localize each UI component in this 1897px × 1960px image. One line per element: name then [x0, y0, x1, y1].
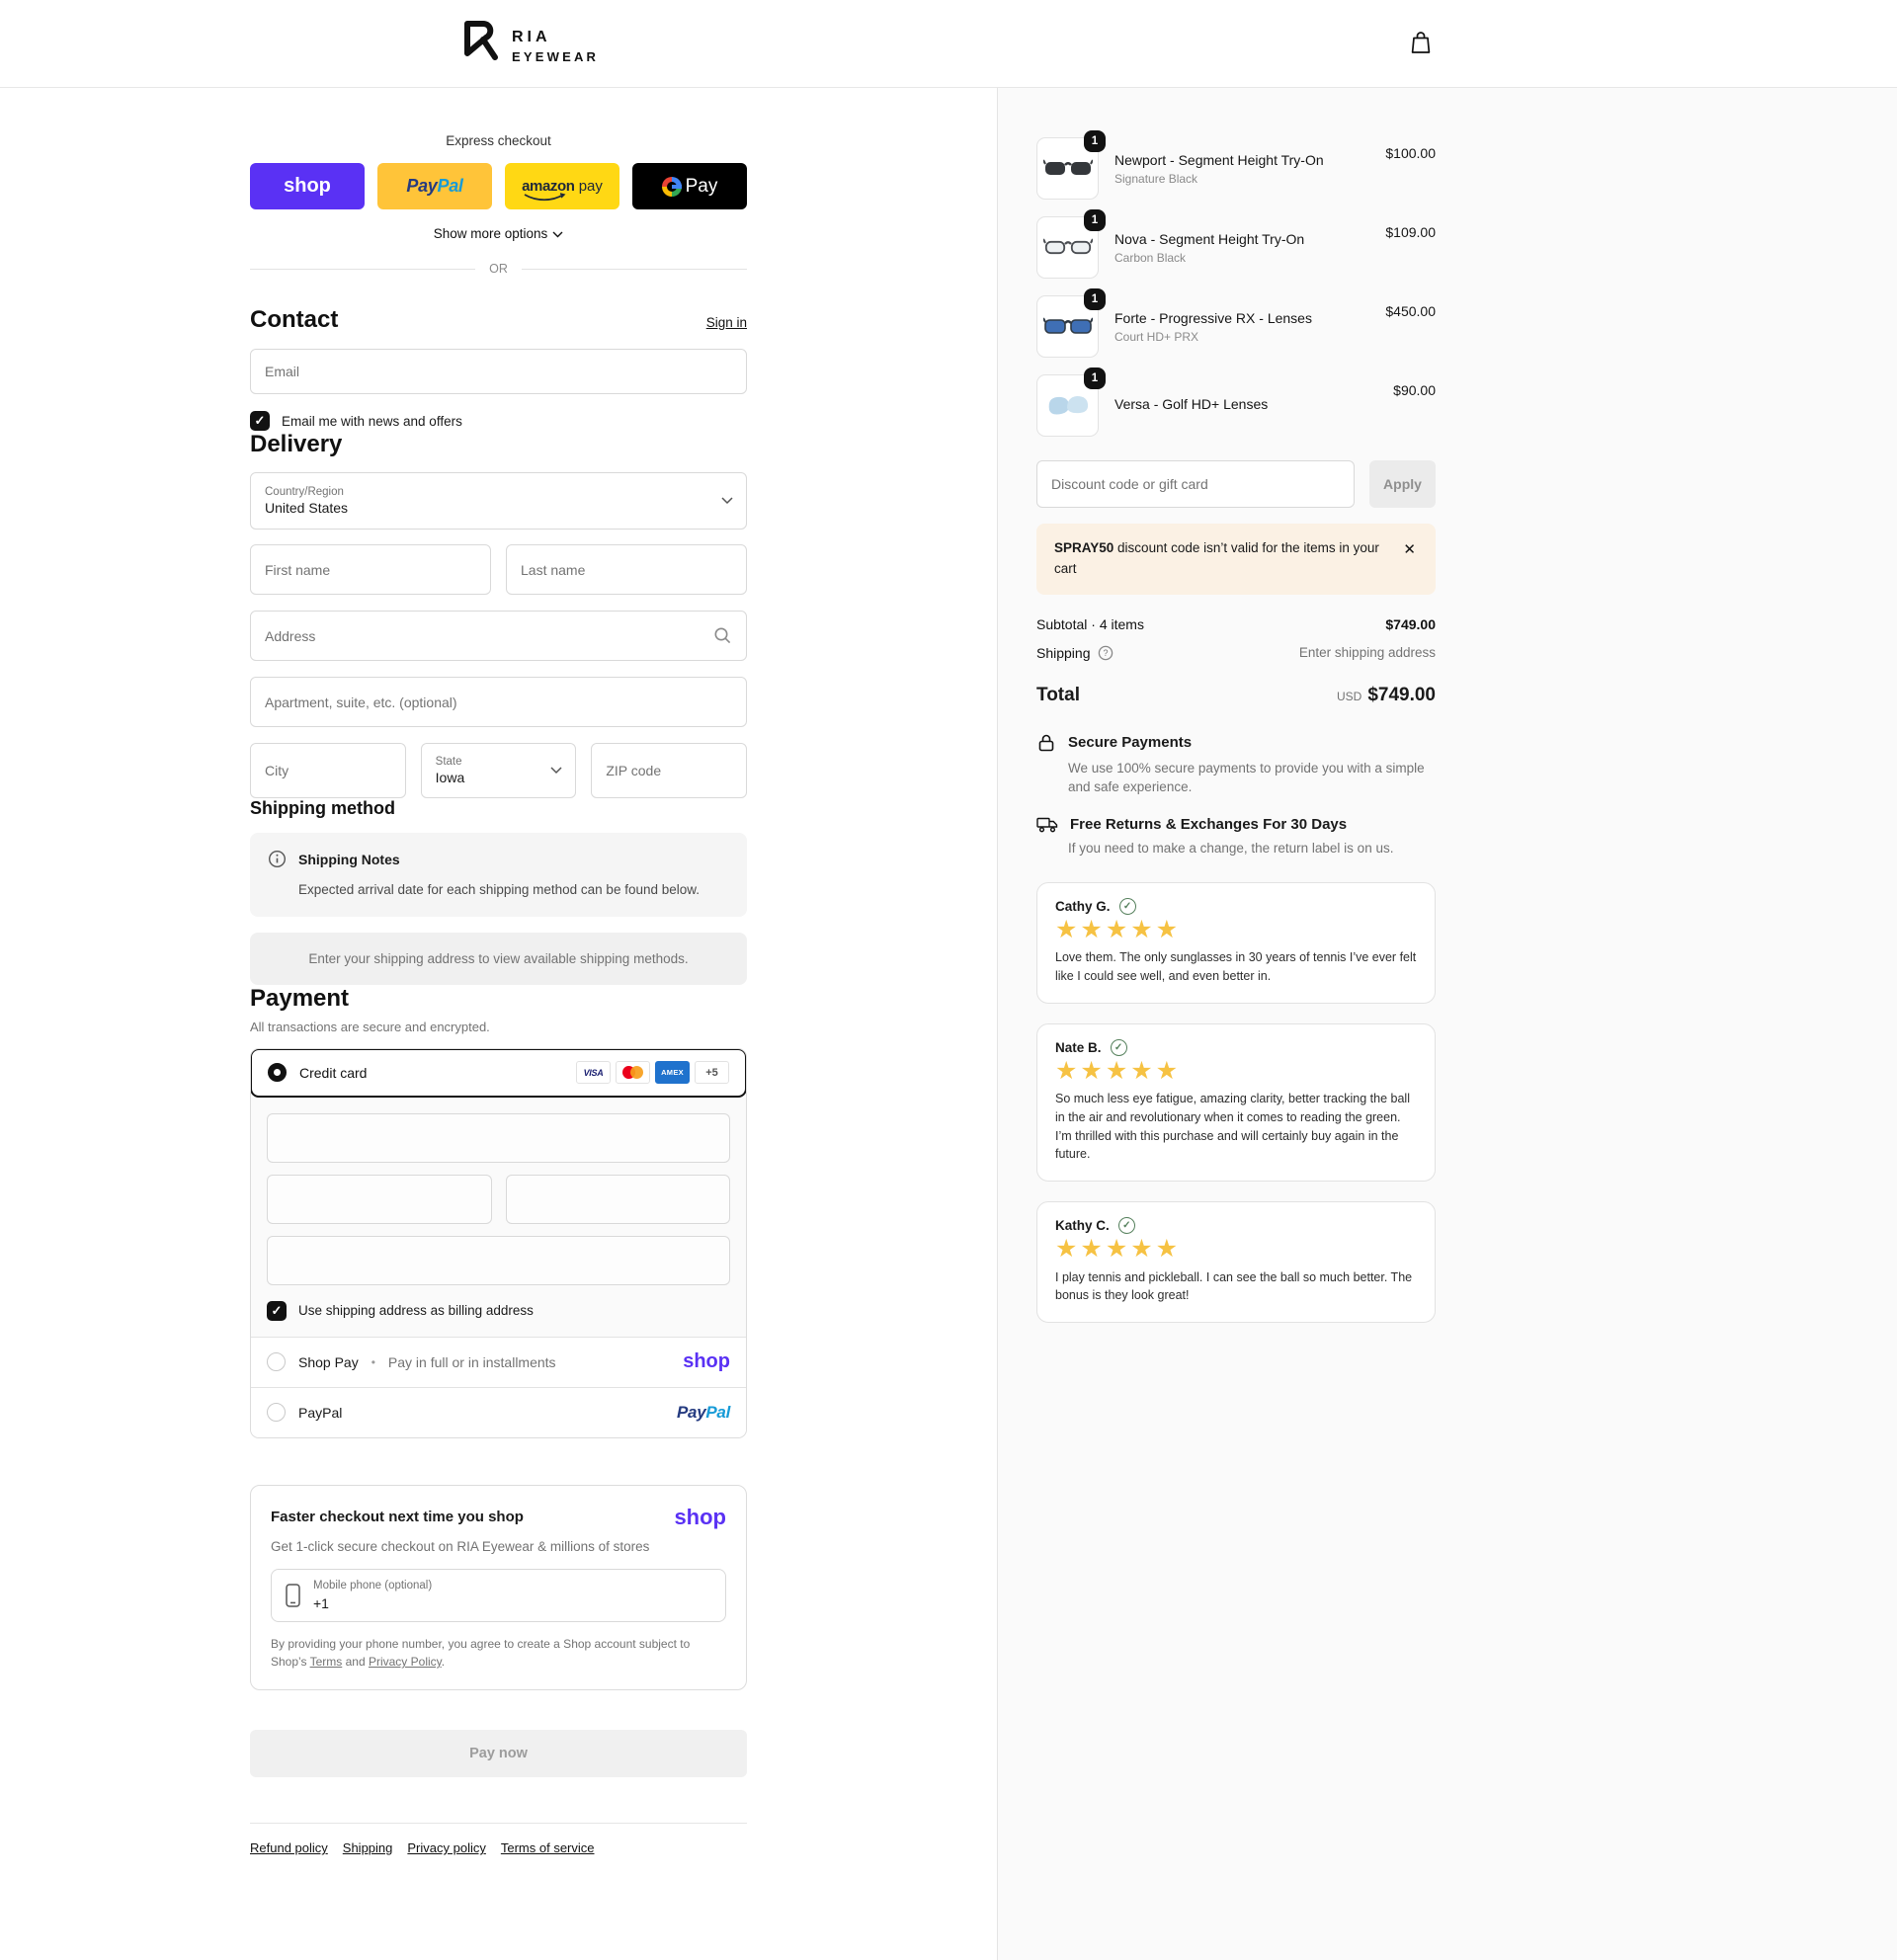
credit-card-form [251, 1098, 746, 1337]
shipping-label: Shipping [1036, 644, 1091, 661]
total-label: Total [1036, 684, 1080, 705]
shop-legal-text: By providing your phone number, you agree to create a Shop account subject to Shop’s Terms and Privacy Policy. [271, 1636, 691, 1670]
return-truck-icon [1036, 816, 1058, 833]
state-select[interactable]: State Iowa [421, 743, 577, 798]
paypal-option[interactable] [251, 1387, 746, 1437]
header [0, 0, 1897, 88]
country-select[interactable]: Country/Region United States [250, 472, 747, 530]
verified-check-icon: ✓ [1111, 1039, 1127, 1056]
cart-item [1036, 295, 1436, 358]
item-variant: Carbon Black [1114, 250, 1187, 265]
star-rating: ★★★★★ [1055, 1056, 1182, 1085]
trust-title: Secure Payments [1068, 734, 1193, 752]
close-icon[interactable]: ✕ [1401, 538, 1418, 560]
visa-icon: VISA [576, 1061, 611, 1084]
review-card [1036, 1201, 1436, 1323]
discount-error-alert: SPRAY50 discount code isn’t valid for the items in your cart ✕ [1036, 524, 1436, 595]
shipping-method-title: Shipping method [250, 798, 395, 818]
help-icon[interactable] [1098, 645, 1113, 661]
cart-item [1036, 137, 1436, 200]
quantity-badge: 1 [1084, 288, 1106, 310]
review-text: So much less eye fatigue, amazing clarity, better tracking the ball in the air and revolutionary when it comes to reading the green. I’m thrilled with this purchase and will certainly buy again in the future. [1055, 1092, 1410, 1162]
cart-item [1036, 216, 1436, 279]
radio-selected-icon [268, 1063, 287, 1082]
amazon-pay-wordmark: amazon pay [522, 178, 603, 195]
amazon-pay-express-button[interactable] [505, 163, 619, 209]
newsletter-checkbox[interactable]: ✓ [250, 411, 270, 431]
brand-name-line2: EYEWEAR [512, 48, 600, 64]
shipping-notes-box [250, 833, 747, 917]
quantity-badge: 1 [1084, 130, 1106, 152]
item-title: Forte - Progressive RX - Lenses [1114, 309, 1312, 326]
address-field[interactable]: Address [250, 611, 747, 661]
express-buttons [250, 163, 747, 209]
brand-logo-mark-icon [459, 18, 501, 74]
review-text: Love them. The only sunglasses in 30 years of tennis I’ve ever felt like I could see well, and even better in. [1055, 950, 1417, 983]
item-title: Newport - Segment Height Try-On [1114, 151, 1324, 168]
phone-label: Mobile phone (optional) [313, 1579, 433, 1592]
delivery-title: Delivery [250, 431, 343, 457]
review-text: I play tennis and pickleball. I can see the ball so much better. The bonus is they look great! [1055, 1269, 1413, 1303]
privacy-policy-link[interactable]: Privacy Policy [368, 1655, 442, 1670]
info-icon [268, 850, 287, 868]
city-field[interactable]: City [250, 743, 406, 798]
amazon-smile-icon [523, 193, 566, 203]
verified-check-icon: ✓ [1118, 1217, 1135, 1234]
shipping-value: Enter shipping address [1298, 645, 1436, 661]
contact-title: Contact [250, 306, 339, 333]
item-title: Versa - Golf HD+ Lenses [1114, 395, 1269, 412]
trust-title: Free Returns & Exchanges For 30 Days [1070, 815, 1348, 833]
mobile-phone-field[interactable] [271, 1569, 726, 1622]
faster-checkout-title: Faster checkout next time you shop [271, 1509, 524, 1526]
quantity-badge: 1 [1084, 209, 1106, 231]
star-rating: ★★★★★ [1055, 1235, 1182, 1264]
sign-in-link[interactable]: Sign in [705, 315, 747, 330]
paypal-wordmark: PayPal [406, 176, 463, 196]
credit-card-option[interactable] [250, 1048, 747, 1098]
reviewer-name: Nate B. [1055, 1039, 1102, 1055]
payment-subtitle: All transactions are secure and encrypted. [250, 1019, 490, 1034]
radio-unselected-icon [267, 1352, 286, 1371]
card-name-field[interactable] [267, 1236, 730, 1285]
google-pay-express-button[interactable] [632, 163, 747, 209]
credit-card-label: Credit card [299, 1064, 368, 1081]
newsletter-label: Email me with news and offers [282, 413, 462, 429]
email-field[interactable]: Email [250, 349, 747, 394]
radio-unselected-icon [267, 1403, 286, 1422]
product-thumb-eyeglasses-clear [1036, 216, 1099, 279]
privacy-policy-link[interactable]: Privacy policy [407, 1840, 486, 1856]
shipping-policy-link[interactable]: Shipping [342, 1840, 393, 1856]
brand-logo [459, 18, 599, 74]
star-rating: ★★★★★ [1055, 915, 1182, 943]
google-g-icon [662, 177, 682, 197]
brand-name-line1: RIA [512, 28, 551, 45]
subtotal-label: Subtotal · 4 items [1036, 615, 1144, 632]
subtotal-value: $749.00 [1385, 615, 1436, 632]
phone-value: +1 [313, 1594, 329, 1611]
item-variant: Court HD+ PRX [1114, 329, 1199, 344]
shop-logo: shop [683, 1350, 730, 1373]
footer-links [250, 1823, 747, 1895]
show-more-options[interactable]: Show more options [250, 226, 747, 241]
or-divider: OR [250, 262, 747, 276]
paypal-logo: PayPal [677, 1402, 730, 1422]
search-icon [713, 626, 732, 645]
apartment-field[interactable]: Apartment, suite, etc. (optional) [250, 677, 747, 727]
product-thumb-sunglasses-blue [1036, 295, 1099, 358]
card-expiry-field[interactable] [267, 1175, 492, 1224]
chevron-down-icon [721, 497, 733, 505]
shop-pay-option[interactable]: Shop Pay • Pay in full or in installments shop [251, 1337, 746, 1387]
trust-body: We use 100% secure payments to provide you with a simple and safe experience. [1068, 760, 1425, 795]
order-summary [997, 88, 1897, 1960]
currency-code: USD [1336, 689, 1362, 703]
express-checkout-label: Express checkout [446, 133, 551, 148]
trust-body: If you need to make a change, the return label is on us. [1068, 840, 1394, 856]
terms-link[interactable]: Terms [309, 1655, 343, 1670]
paypal-express-button[interactable] [377, 163, 492, 209]
last-name-field[interactable]: Last name [506, 544, 747, 595]
shop-pay-note: Pay in full or in installments [387, 1353, 556, 1370]
card-brand-icons [576, 1061, 729, 1084]
checkout-main [0, 88, 997, 1960]
review-card [1036, 1023, 1436, 1183]
item-variant: Signature Black [1114, 171, 1198, 186]
item-price: $100.00 [1385, 145, 1436, 161]
shop-logo: shop [674, 1504, 726, 1529]
shipping-empty-note: Enter your shipping address to view available shipping methods. [250, 933, 747, 985]
phone-icon [286, 1584, 300, 1607]
card-number-field[interactable] [267, 1113, 730, 1163]
terms-of-service-link[interactable]: Terms of service [500, 1840, 595, 1856]
amex-icon: AMEX [655, 1061, 690, 1084]
refund-policy-link[interactable]: Refund policy [250, 1840, 328, 1856]
cart-bag-icon[interactable] [1409, 30, 1433, 58]
payment-title: Payment [250, 984, 350, 1012]
shop-pay-label: Shop Pay [298, 1353, 359, 1370]
product-thumb-sunglasses-dark [1036, 137, 1099, 200]
billing-address-label: Use shipping address as billing address [298, 1303, 534, 1319]
mastercard-icon [616, 1061, 650, 1084]
item-title: Nova - Segment Height Try-On [1114, 230, 1305, 247]
discount-code-field[interactable]: Discount code or gift card [1036, 460, 1355, 508]
lock-icon [1036, 733, 1056, 753]
reviewer-name: Kathy C. [1055, 1218, 1110, 1234]
apply-discount-button[interactable]: Apply [1369, 460, 1436, 508]
card-security-code-field[interactable] [506, 1175, 731, 1224]
verified-check-icon: ✓ [1119, 898, 1136, 915]
zip-field[interactable]: ZIP code [591, 743, 747, 798]
shipping-notes-title: Shipping Notes [298, 851, 400, 867]
alert-discount-code: SPRAY50 [1054, 540, 1114, 555]
gpay-wordmark: Pay [685, 175, 718, 197]
paypal-label: PayPal [298, 1404, 343, 1421]
trust-secure-payments [1036, 733, 1436, 797]
billing-address-checkbox[interactable]: ✓ [267, 1301, 287, 1321]
chevron-down-icon [552, 231, 563, 238]
more-cards-badge: +5 [695, 1061, 729, 1084]
shop-pay-express-button[interactable] [250, 163, 365, 209]
quantity-badge: 1 [1084, 368, 1106, 389]
first-name-field[interactable]: First name [250, 544, 491, 595]
item-price: $90.00 [1393, 382, 1436, 398]
pay-now-button[interactable]: Pay now [250, 1730, 747, 1777]
svg-text:?: ? [1102, 647, 1109, 658]
item-price: $109.00 [1385, 224, 1436, 240]
item-price: $450.00 [1385, 303, 1436, 319]
review-card [1036, 882, 1436, 1004]
total-value: $749.00 [1367, 684, 1436, 705]
shop-account-box [250, 1485, 747, 1690]
faster-checkout-subtitle: Get 1-click secure checkout on RIA Eyewear & millions of stores [271, 1538, 650, 1554]
reviewer-name: Cathy G. [1055, 898, 1111, 914]
chevron-down-icon [550, 767, 562, 775]
shipping-notes-body: Expected arrival date for each shipping method can be found below. [298, 882, 701, 897]
payment-methods [250, 1048, 747, 1438]
shop-wordmark: shop [284, 175, 331, 197]
cart-item [1036, 374, 1436, 437]
trust-free-returns [1036, 816, 1436, 858]
product-thumb-lenses-blue [1036, 374, 1099, 437]
